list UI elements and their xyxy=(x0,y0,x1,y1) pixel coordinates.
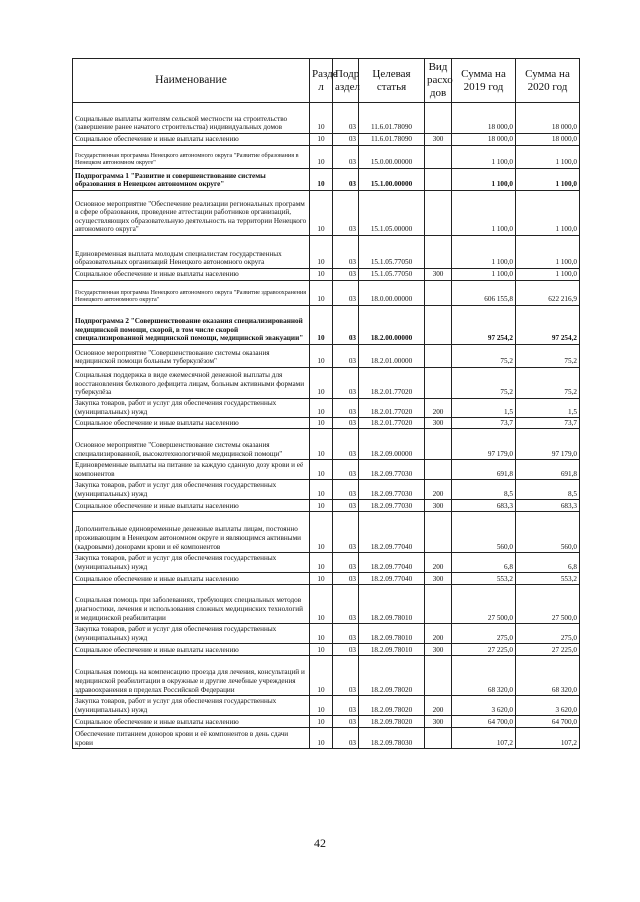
cell-razdel: 10 xyxy=(310,169,333,191)
cell-podrazdel: 03 xyxy=(333,656,359,696)
cell-razdel: 10 xyxy=(310,460,333,480)
cell-target: 18.2.09.78010 xyxy=(359,644,425,656)
cell-sum-2019: 75,2 xyxy=(452,368,516,399)
cell-target: 11.6.01.78090 xyxy=(359,134,425,146)
cell-sum-2020: 18 000,0 xyxy=(516,134,580,146)
cell-name: Социальное обеспечение и иные выплаты населению xyxy=(73,269,310,281)
table-row xyxy=(73,146,580,169)
cell-sum-2019: 606 155,8 xyxy=(452,281,516,306)
table-row xyxy=(73,512,580,553)
cell-target: 18.2.01.00000 xyxy=(359,345,425,368)
cell-vid xyxy=(425,656,452,696)
cell-sum-2019: 1 100,0 xyxy=(452,191,516,236)
table-row xyxy=(73,460,580,480)
cell-razdel: 10 xyxy=(310,512,333,553)
cell-vid xyxy=(425,191,452,236)
cell-vid: 200 xyxy=(425,624,452,644)
cell-sum-2019: 6,8 xyxy=(452,553,516,573)
cell-name: Основное мероприятие "Совершенствование системы оказания специализированной, высокотехнологичной медицинской помощи" xyxy=(73,429,310,460)
cell-vid xyxy=(425,169,452,191)
cell-vid xyxy=(425,146,452,169)
table-row xyxy=(73,716,580,728)
cell-razdel: 10 xyxy=(310,345,333,368)
cell-vid xyxy=(425,460,452,480)
cell-razdel: 10 xyxy=(310,368,333,399)
table-row xyxy=(73,281,580,306)
cell-name: Закупка товаров, работ и услуг для обеспечения государственных (муниципальных) нужд xyxy=(73,624,310,644)
cell-sum-2020: 1 100,0 xyxy=(516,169,580,191)
cell-podrazdel: 03 xyxy=(333,191,359,236)
cell-target: 15.1.05.00000 xyxy=(359,191,425,236)
cell-sum-2019: 18 000,0 xyxy=(452,103,516,134)
cell-name: Закупка товаров, работ и услуг для обеспечения государственных (муниципальных) нужд xyxy=(73,480,310,500)
table-row xyxy=(73,399,580,418)
cell-name: Дополнительные единовременные денежные выплаты лицам, постоянно проживающим в Ненецком автономном округе и являющимся активными (кадровыми) донорами крови и её компонентов xyxy=(73,512,310,553)
cell-razdel: 10 xyxy=(310,624,333,644)
budget-table xyxy=(72,58,580,749)
cell-vid xyxy=(425,306,452,345)
table-row xyxy=(73,696,580,716)
cell-target: 18.2.09.78020 xyxy=(359,716,425,728)
cell-sum-2019: 1 100,0 xyxy=(452,269,516,281)
page-number: 42 xyxy=(314,836,326,850)
cell-podrazdel: 03 xyxy=(333,146,359,169)
cell-name: Единовременные выплаты на питание за каждую сданную дозу крови и её компонентов xyxy=(73,460,310,480)
cell-podrazdel: 03 xyxy=(333,269,359,281)
cell-sum-2019: 64 700,0 xyxy=(452,716,516,728)
cell-podrazdel: 03 xyxy=(333,460,359,480)
cell-name: Социальная поддержка в виде ежемесячной денежной выплаты для восстановления белкового дефицита лицам, больным активными формами туберкулёза xyxy=(73,368,310,399)
cell-sum-2020: 6,8 xyxy=(516,553,580,573)
cell-sum-2020: 683,3 xyxy=(516,500,580,512)
table-row xyxy=(73,500,580,512)
cell-razdel: 10 xyxy=(310,728,333,749)
cell-sum-2020: 275,0 xyxy=(516,624,580,644)
cell-vid: 200 xyxy=(425,480,452,500)
cell-name: Подпрограмма 1 "Развитие и совершенствование системы образования в Ненецком автономном округе" xyxy=(73,169,310,191)
cell-vid xyxy=(425,429,452,460)
cell-vid xyxy=(425,512,452,553)
table-row xyxy=(73,728,580,749)
cell-razdel: 10 xyxy=(310,146,333,169)
cell-name: Социальное обеспечение и иные выплаты населению xyxy=(73,644,310,656)
cell-sum-2019: 27 225,0 xyxy=(452,644,516,656)
cell-vid: 200 xyxy=(425,696,452,716)
header-sum-2019: Сумма на 2019 год xyxy=(452,59,516,103)
cell-razdel: 10 xyxy=(310,573,333,585)
table-row xyxy=(73,585,580,624)
table-row xyxy=(73,418,580,429)
cell-sum-2020: 64 700,0 xyxy=(516,716,580,728)
cell-name: Обеспечение питанием доноров крови и её компонентов в день сдачи крови xyxy=(73,728,310,749)
cell-razdel: 10 xyxy=(310,134,333,146)
cell-vid xyxy=(425,103,452,134)
table-row xyxy=(73,573,580,585)
cell-target: 18.2.09.78010 xyxy=(359,624,425,644)
cell-podrazdel: 03 xyxy=(333,236,359,269)
cell-razdel: 10 xyxy=(310,281,333,306)
cell-podrazdel: 03 xyxy=(333,716,359,728)
cell-sum-2020: 75,2 xyxy=(516,368,580,399)
cell-vid xyxy=(425,345,452,368)
cell-sum-2020: 107,2 xyxy=(516,728,580,749)
cell-target: 15.1.05.77050 xyxy=(359,236,425,269)
table-row xyxy=(73,306,580,345)
cell-podrazdel: 03 xyxy=(333,306,359,345)
table-row xyxy=(73,553,580,573)
table-body xyxy=(73,103,580,749)
cell-name: Социальное обеспечение и иные выплаты населению xyxy=(73,418,310,429)
cell-podrazdel: 03 xyxy=(333,429,359,460)
header-razdel: Разде л xyxy=(310,59,333,103)
cell-sum-2019: 1,5 xyxy=(452,399,516,418)
cell-name: Социальная помощь при заболеваниях, требующих специальных методов диагностики, лечения и использования сложных медицинских технологий и медицинской реабилитации xyxy=(73,585,310,624)
table-row xyxy=(73,429,580,460)
cell-podrazdel: 03 xyxy=(333,399,359,418)
cell-sum-2019: 3 620,0 xyxy=(452,696,516,716)
table-row xyxy=(73,480,580,500)
cell-razdel: 10 xyxy=(310,656,333,696)
cell-sum-2020: 560,0 xyxy=(516,512,580,553)
cell-target: 18.2.09.78030 xyxy=(359,728,425,749)
cell-podrazdel: 03 xyxy=(333,345,359,368)
cell-sum-2019: 275,0 xyxy=(452,624,516,644)
cell-razdel: 10 xyxy=(310,399,333,418)
table-row xyxy=(73,368,580,399)
cell-razdel: 10 xyxy=(310,480,333,500)
cell-name: Социальная помощь на компенсацию проезда для лечения, консультаций и медицинской реабилитации в окружные и другие лечебные учреждения здравоохранения в пределах Российской Федерации xyxy=(73,656,310,696)
header-target: Целевая статья xyxy=(359,59,425,103)
cell-sum-2019: 18 000,0 xyxy=(452,134,516,146)
cell-podrazdel: 03 xyxy=(333,103,359,134)
cell-target: 18.2.09.78020 xyxy=(359,656,425,696)
cell-sum-2020: 18 000,0 xyxy=(516,103,580,134)
cell-sum-2020: 8,5 xyxy=(516,480,580,500)
cell-razdel: 10 xyxy=(310,236,333,269)
cell-name: Единовременная выплата молодым специалистам государственных образовательных организаций Ненецкого автономного округа xyxy=(73,236,310,269)
header-vid: Вид расхо дов xyxy=(425,59,452,103)
cell-target: 11.6.01.78090 xyxy=(359,103,425,134)
cell-podrazdel: 03 xyxy=(333,728,359,749)
cell-sum-2020: 1,5 xyxy=(516,399,580,418)
cell-target: 18.0.00.00000 xyxy=(359,281,425,306)
cell-sum-2020: 97 179,0 xyxy=(516,429,580,460)
cell-target: 18.2.09.78020 xyxy=(359,696,425,716)
table-row xyxy=(73,345,580,368)
table-row xyxy=(73,624,580,644)
cell-razdel: 10 xyxy=(310,500,333,512)
cell-podrazdel: 03 xyxy=(333,553,359,573)
cell-razdel: 10 xyxy=(310,716,333,728)
cell-target: 18.2.00.00000 xyxy=(359,306,425,345)
cell-sum-2020: 1 100,0 xyxy=(516,269,580,281)
table-row xyxy=(73,103,580,134)
cell-name: Основное мероприятие "Обеспечение реализации региональных программ в сфере образования, проведение аттестации работников организаций, осуществляющих образовательную деятельность на территории Ненецкого автономного округа" xyxy=(73,191,310,236)
cell-podrazdel: 03 xyxy=(333,134,359,146)
cell-razdel: 10 xyxy=(310,269,333,281)
header-podrazdel: Подр аздел xyxy=(333,59,359,103)
cell-sum-2019: 73,7 xyxy=(452,418,516,429)
cell-name: Закупка товаров, работ и услуг для обеспечения государственных (муниципальных) нужд xyxy=(73,399,310,418)
cell-target: 15.1.00.00000 xyxy=(359,169,425,191)
cell-sum-2020: 73,7 xyxy=(516,418,580,429)
cell-name: Государственная программа Ненецкого автономного округа "Развитие здравоохранения Ненецкого автономного округа" xyxy=(73,281,310,306)
cell-sum-2020: 27 225,0 xyxy=(516,644,580,656)
cell-sum-2019: 1 100,0 xyxy=(452,169,516,191)
cell-sum-2020: 691,8 xyxy=(516,460,580,480)
cell-target: 18.2.09.77030 xyxy=(359,480,425,500)
cell-sum-2020: 97 254,2 xyxy=(516,306,580,345)
cell-sum-2020: 553,2 xyxy=(516,573,580,585)
cell-sum-2020: 1 100,0 xyxy=(516,236,580,269)
cell-vid: 300 xyxy=(425,716,452,728)
cell-target: 15.0.00.00000 xyxy=(359,146,425,169)
cell-target: 18.2.01.77020 xyxy=(359,399,425,418)
cell-name: Социальное обеспечение и иные выплаты населению xyxy=(73,500,310,512)
cell-sum-2020: 75,2 xyxy=(516,345,580,368)
cell-sum-2019: 97 254,2 xyxy=(452,306,516,345)
cell-razdel: 10 xyxy=(310,191,333,236)
cell-name: Государственная программа Ненецкого автономного округа "Развитие образования в Ненецком автономном округе" xyxy=(73,146,310,169)
table-row xyxy=(73,644,580,656)
cell-target: 18.2.09.77040 xyxy=(359,553,425,573)
cell-target: 18.2.09.00000 xyxy=(359,429,425,460)
cell-sum-2020: 3 620,0 xyxy=(516,696,580,716)
cell-podrazdel: 03 xyxy=(333,500,359,512)
cell-podrazdel: 03 xyxy=(333,480,359,500)
cell-target: 18.2.09.78010 xyxy=(359,585,425,624)
cell-razdel: 10 xyxy=(310,103,333,134)
cell-vid: 300 xyxy=(425,134,452,146)
cell-sum-2019: 1 100,0 xyxy=(452,236,516,269)
cell-sum-2019: 1 100,0 xyxy=(452,146,516,169)
cell-vid xyxy=(425,368,452,399)
cell-podrazdel: 03 xyxy=(333,368,359,399)
cell-name: Подпрограмма 2 "Совершенствование оказания специализированной медицинской помощи, скорой, в том числе скорой специализированной медицинской помощи, медицинской эвакуации" xyxy=(73,306,310,345)
cell-razdel: 10 xyxy=(310,553,333,573)
cell-target: 18.2.01.77020 xyxy=(359,368,425,399)
cell-sum-2019: 27 500,0 xyxy=(452,585,516,624)
cell-vid xyxy=(425,585,452,624)
table-row xyxy=(73,169,580,191)
budget-table-sheet xyxy=(72,58,579,749)
cell-sum-2019: 75,2 xyxy=(452,345,516,368)
cell-sum-2020: 27 500,0 xyxy=(516,585,580,624)
cell-sum-2019: 97 179,0 xyxy=(452,429,516,460)
cell-name: Основное мероприятие "Совершенствование системы оказания медицинской помощи больным туберкулёзом" xyxy=(73,345,310,368)
cell-sum-2019: 8,5 xyxy=(452,480,516,500)
header-name: Наименование xyxy=(73,59,310,103)
cell-vid xyxy=(425,281,452,306)
table-row xyxy=(73,191,580,236)
cell-sum-2019: 68 320,0 xyxy=(452,656,516,696)
cell-target: 18.2.09.77040 xyxy=(359,512,425,553)
cell-target: 18.2.01.77020 xyxy=(359,418,425,429)
cell-name: Закупка товаров, работ и услуг для обеспечения государственных (муниципальных) нужд xyxy=(73,696,310,716)
cell-razdel: 10 xyxy=(310,418,333,429)
cell-vid xyxy=(425,728,452,749)
cell-name: Социальное обеспечение и иные выплаты населению xyxy=(73,573,310,585)
cell-podrazdel: 03 xyxy=(333,696,359,716)
cell-name: Социальные выплаты жителям сельской местности на строительство (завершение ранее начатого строительства) индивидуальных домов xyxy=(73,103,310,134)
cell-vid: 200 xyxy=(425,553,452,573)
cell-razdel: 10 xyxy=(310,644,333,656)
cell-name: Социальное обеспечение и иные выплаты населению xyxy=(73,134,310,146)
cell-podrazdel: 03 xyxy=(333,573,359,585)
cell-sum-2019: 691,8 xyxy=(452,460,516,480)
cell-vid: 300 xyxy=(425,269,452,281)
cell-razdel: 10 xyxy=(310,429,333,460)
cell-podrazdel: 03 xyxy=(333,512,359,553)
cell-vid: 300 xyxy=(425,644,452,656)
cell-sum-2019: 553,2 xyxy=(452,573,516,585)
cell-sum-2019: 560,0 xyxy=(452,512,516,553)
cell-target: 18.2.09.77040 xyxy=(359,573,425,585)
table-row xyxy=(73,656,580,696)
cell-vid: 300 xyxy=(425,418,452,429)
cell-razdel: 10 xyxy=(310,306,333,345)
cell-sum-2020: 622 216,9 xyxy=(516,281,580,306)
cell-vid: 300 xyxy=(425,573,452,585)
cell-vid xyxy=(425,236,452,269)
cell-razdel: 10 xyxy=(310,696,333,716)
cell-sum-2020: 1 100,0 xyxy=(516,146,580,169)
cell-target: 18.2.09.77030 xyxy=(359,460,425,480)
table-row xyxy=(73,236,580,269)
cell-target: 15.1.05.77050 xyxy=(359,269,425,281)
cell-sum-2020: 1 100,0 xyxy=(516,191,580,236)
cell-razdel: 10 xyxy=(310,585,333,624)
cell-podrazdel: 03 xyxy=(333,418,359,429)
table-header-row xyxy=(73,59,580,103)
cell-podrazdel: 03 xyxy=(333,169,359,191)
cell-podrazdel: 03 xyxy=(333,624,359,644)
cell-target: 18.2.09.77030 xyxy=(359,500,425,512)
cell-name: Закупка товаров, работ и услуг для обеспечения государственных (муниципальных) нужд xyxy=(73,553,310,573)
cell-vid: 300 xyxy=(425,500,452,512)
cell-podrazdel: 03 xyxy=(333,281,359,306)
cell-name: Социальное обеспечение и иные выплаты населению xyxy=(73,716,310,728)
cell-sum-2019: 683,3 xyxy=(452,500,516,512)
header-sum-2020: Сумма на 2020 год xyxy=(516,59,580,103)
cell-podrazdel: 03 xyxy=(333,585,359,624)
table-row xyxy=(73,134,580,146)
cell-sum-2020: 68 320,0 xyxy=(516,656,580,696)
table-row xyxy=(73,269,580,281)
cell-podrazdel: 03 xyxy=(333,644,359,656)
cell-vid: 200 xyxy=(425,399,452,418)
cell-sum-2019: 107,2 xyxy=(452,728,516,749)
